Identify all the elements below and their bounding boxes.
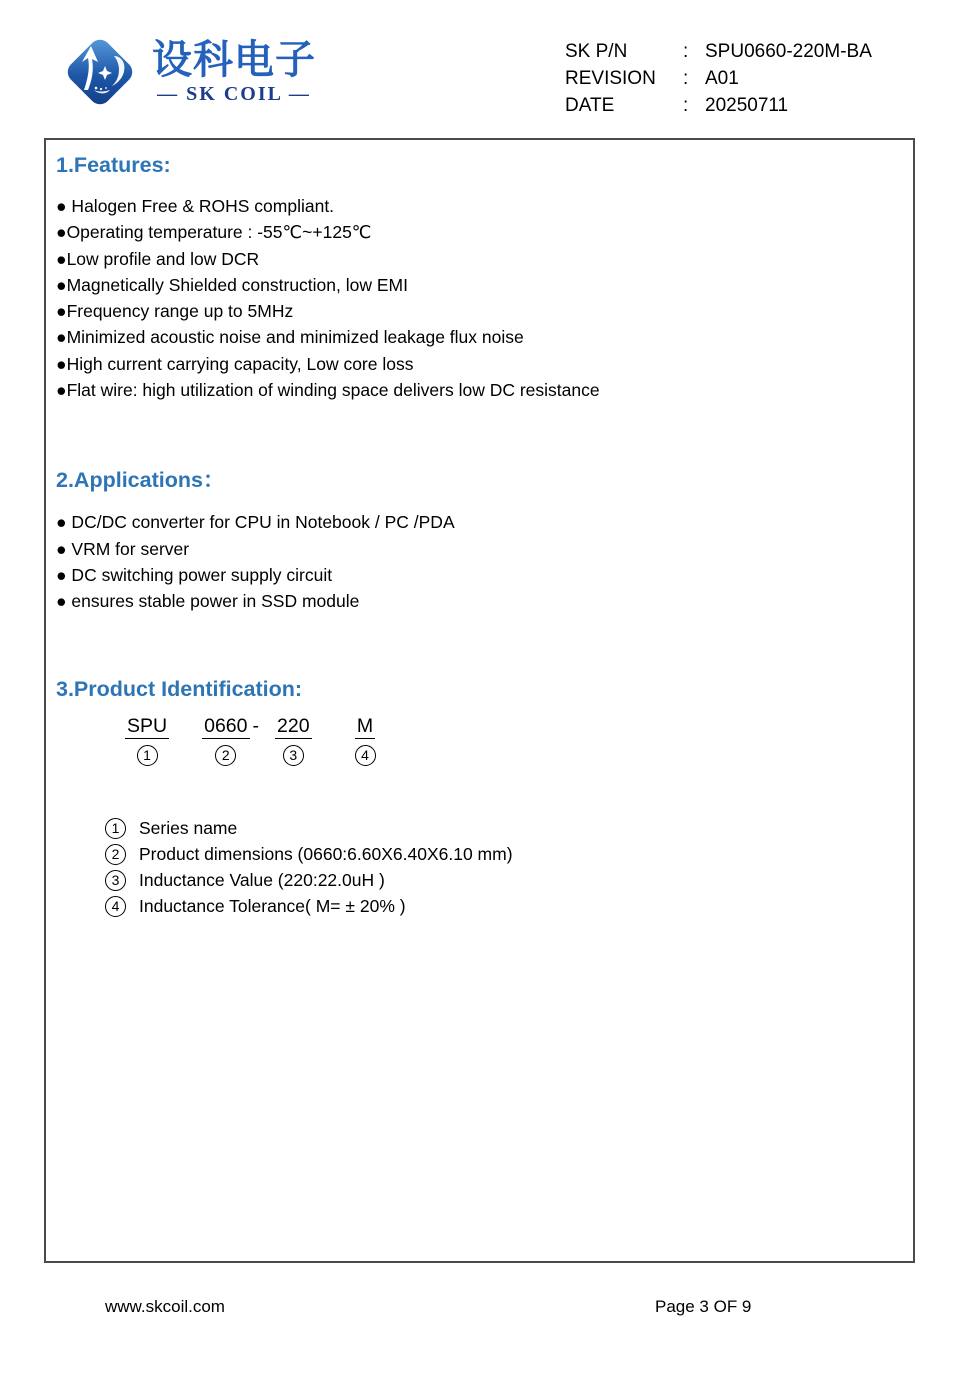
brand-name-english: — SK COIL — — [157, 83, 311, 105]
applications-list — [56, 509, 913, 614]
feature-item: ●Magnetically Shielded construction, low EMI — [56, 274, 408, 295]
feature-item: ●Low profile and low DCR — [56, 248, 260, 269]
meta-label-revision: REVISION — [565, 68, 656, 89]
brand-header — [58, 28, 316, 116]
circled-number-icon: 1 — [137, 745, 158, 766]
feature-item: ● Halogen Free & ROHS compliant. — [56, 196, 335, 216]
meta-label-pn: SK P/N — [565, 41, 628, 62]
note-text: Inductance Value (220:22.0uH ) — [139, 869, 385, 890]
segment-inductance: 220 — [277, 714, 310, 737]
note-row — [105, 896, 913, 917]
feature-item: ●Minimized acoustic noise and minimized leakage flux noise — [56, 327, 524, 348]
part-number-segment — [202, 715, 259, 766]
feature-item: ●Flat wire: high utilization of winding space delivers low DC resistance — [56, 380, 600, 401]
note-text: Product dimensions (0660:6.60X6.40X6.10 mm) — [139, 843, 513, 864]
brand-name-chinese: 设科电子 — [152, 38, 316, 82]
applications-heading: 2.Applications： — [56, 468, 225, 493]
part-number-breakdown — [125, 715, 913, 766]
document-meta — [565, 42, 872, 116]
note-row — [105, 844, 913, 865]
content-frame — [44, 138, 915, 1263]
meta-value-date: 20250711 — [705, 95, 789, 116]
circled-number-icon: 4 — [105, 896, 126, 917]
application-item: ● DC/DC converter for CPU in Notebook / PC /PDA — [56, 512, 455, 533]
note-text: Series name — [139, 817, 238, 838]
segment-dash: - — [252, 714, 259, 737]
feature-item: ●Frequency range up to 5MHz — [56, 301, 294, 322]
circled-number-icon: 2 — [105, 844, 126, 865]
footer-page-number: Page 3 OF 9 — [655, 1297, 752, 1316]
meta-colon: : — [683, 41, 689, 62]
note-row — [105, 870, 913, 891]
segment-tolerance: M — [356, 714, 374, 737]
part-number-segment — [275, 715, 315, 766]
sk-coil-logo-icon — [58, 28, 142, 116]
footer-website: www.skcoil.com — [105, 1297, 225, 1316]
circled-number-icon: 3 — [283, 745, 304, 766]
application-item: ● ensures stable power in SSD module — [56, 591, 360, 612]
application-item: ● DC switching power supply circuit — [56, 564, 333, 585]
circled-number-icon: 1 — [105, 818, 126, 839]
features-heading: 1.Features: — [56, 153, 171, 177]
note-text: Inductance Tolerance( M= ± 20% ) — [139, 895, 406, 916]
segment-dimensions: 0660 — [204, 714, 248, 737]
circled-number-icon: 2 — [215, 745, 236, 766]
meta-label-date: DATE — [565, 95, 615, 116]
meta-colon: : — [683, 95, 689, 116]
meta-value-pn: SPU0660-220M-BA — [705, 41, 872, 62]
segment-series: SPU — [127, 714, 168, 737]
meta-colon: : — [683, 68, 689, 89]
part-number-notes — [105, 818, 913, 917]
note-row — [105, 818, 913, 839]
circled-number-icon: 3 — [105, 870, 126, 891]
meta-value-revision: A01 — [705, 68, 739, 89]
part-number-segment — [355, 715, 379, 766]
product-identification-heading: 3.Product Identification: — [56, 676, 303, 701]
feature-item: ●High current carrying capacity, Low core loss — [56, 353, 414, 374]
circled-number-icon: 4 — [355, 745, 376, 766]
application-item: ● VRM for server — [56, 538, 190, 559]
features-list — [56, 193, 913, 403]
feature-item: ●Operating temperature : -55℃~+125℃ — [56, 222, 372, 243]
part-number-segment — [125, 715, 172, 766]
